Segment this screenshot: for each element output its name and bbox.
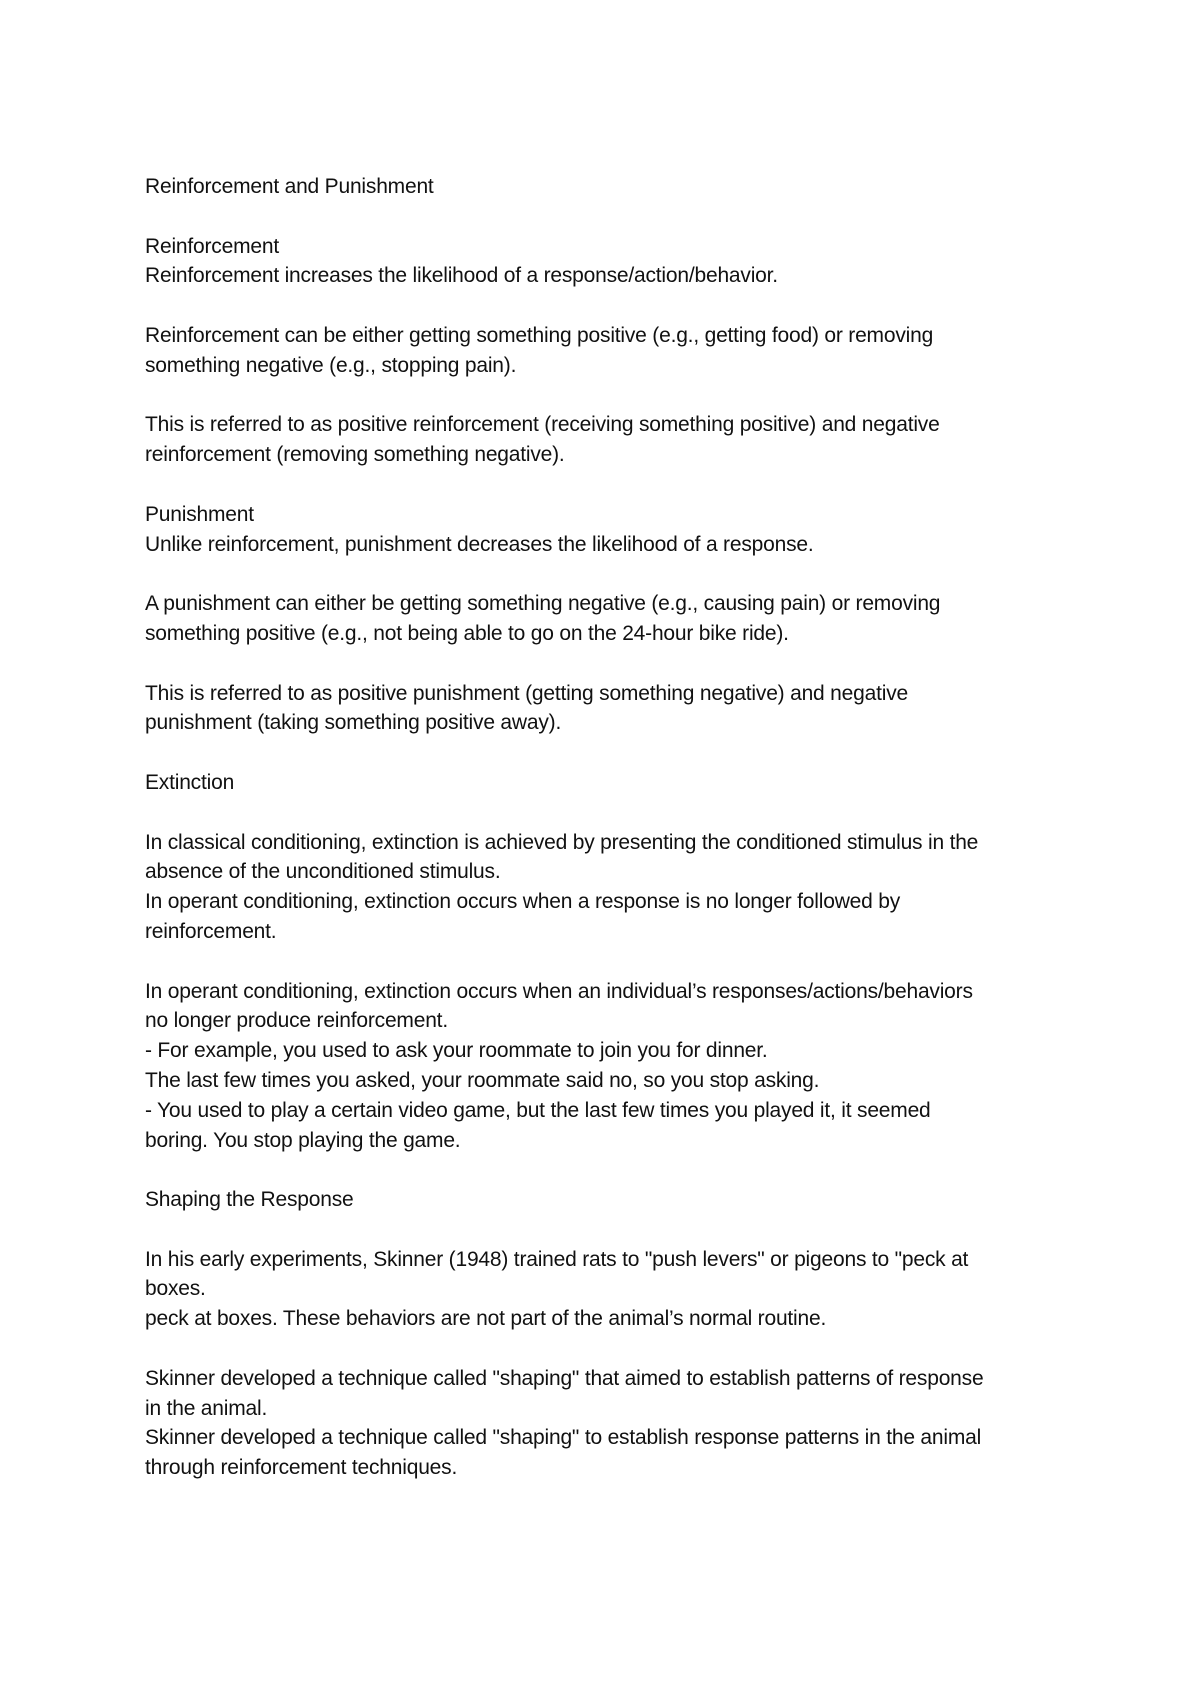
- blank-line: [145, 1155, 1075, 1185]
- shaping-text: peck at boxes. These behaviors are not part of the animal’s normal routine.: [145, 1307, 827, 1331]
- blank-line: [145, 798, 1075, 828]
- section-heading-shaping: Shaping the Response: [145, 1188, 354, 1212]
- extinction-text: no longer produce reinforcement.: [145, 1009, 448, 1033]
- extinction-text: reinforcement.: [145, 919, 277, 943]
- reinforcement-text: reinforcement (removing something negative).: [145, 443, 565, 467]
- blank-line: [145, 381, 1075, 411]
- extinction-text: In classical conditioning, extinction is achieved by presenting the conditioned stimulus in the: [145, 830, 979, 854]
- document-body: [145, 172, 1075, 1483]
- blank-line: [145, 738, 1075, 768]
- blank-line: [145, 1334, 1075, 1364]
- blank-line: [145, 1215, 1075, 1245]
- punishment-text: A punishment can either be getting something negative (e.g., causing pain) or removing: [145, 592, 941, 616]
- blank-line: [145, 947, 1075, 977]
- section-heading-extinction: Extinction: [145, 770, 235, 794]
- punishment-text: This is referred to as positive punishment (getting something negative) and negative: [145, 681, 908, 705]
- extinction-text: In operant conditioning, extinction occurs when a response is no longer followed by: [145, 890, 901, 914]
- extinction-example: - For example, you used to ask your roommate to join you for dinner.: [145, 1039, 768, 1063]
- blank-line: [145, 470, 1075, 500]
- extinction-text: boring. You stop playing the game.: [145, 1128, 461, 1152]
- blank-line: [145, 559, 1075, 589]
- extinction-text: In operant conditioning, extinction occurs when an individual’s responses/actions/behaviors: [145, 979, 973, 1003]
- punishment-text: Unlike reinforcement, punishment decreases the likelihood of a response.: [145, 532, 814, 556]
- extinction-text: absence of the unconditioned stimulus.: [145, 860, 501, 884]
- extinction-text: The last few times you asked, your roommate said no, so you stop asking.: [145, 1068, 820, 1092]
- blank-line: [145, 202, 1075, 232]
- punishment-text: something positive (e.g., not being able to go on the 24-hour bike ride).: [145, 621, 789, 645]
- blank-line: [145, 291, 1075, 321]
- document-title: Reinforcement and Punishment: [145, 175, 434, 198]
- extinction-example: - You used to play a certain video game, but the last few times you played it, it seemed: [145, 1098, 931, 1122]
- reinforcement-text: something negative (e.g., stopping pain).: [145, 353, 517, 377]
- shaping-text: boxes.: [145, 1277, 206, 1301]
- blank-line: [145, 649, 1075, 679]
- section-heading-punishment: Punishment: [145, 502, 254, 526]
- punishment-text: punishment (taking something positive away).: [145, 711, 562, 735]
- shaping-text: through reinforcement techniques.: [145, 1456, 458, 1480]
- reinforcement-text: Reinforcement increases the likelihood of a response/action/behavior.: [145, 264, 778, 288]
- shaping-text: In his early experiments, Skinner (1948) trained rats to "push levers" or pigeons to "peck at: [145, 1247, 969, 1271]
- reinforcement-text: This is referred to as positive reinforcement (receiving something positive) and negative: [145, 413, 940, 437]
- shaping-text: Skinner developed a technique called "shaping" that aimed to establish patterns of response: [145, 1366, 984, 1390]
- shaping-text: in the animal.: [145, 1396, 268, 1420]
- shaping-text: Skinner developed a technique called "shaping" to establish response patterns in the animal: [145, 1426, 982, 1450]
- reinforcement-text: Reinforcement can be either getting something positive (e.g., getting food) or removing: [145, 323, 934, 347]
- section-heading-reinforcement: Reinforcement: [145, 234, 279, 258]
